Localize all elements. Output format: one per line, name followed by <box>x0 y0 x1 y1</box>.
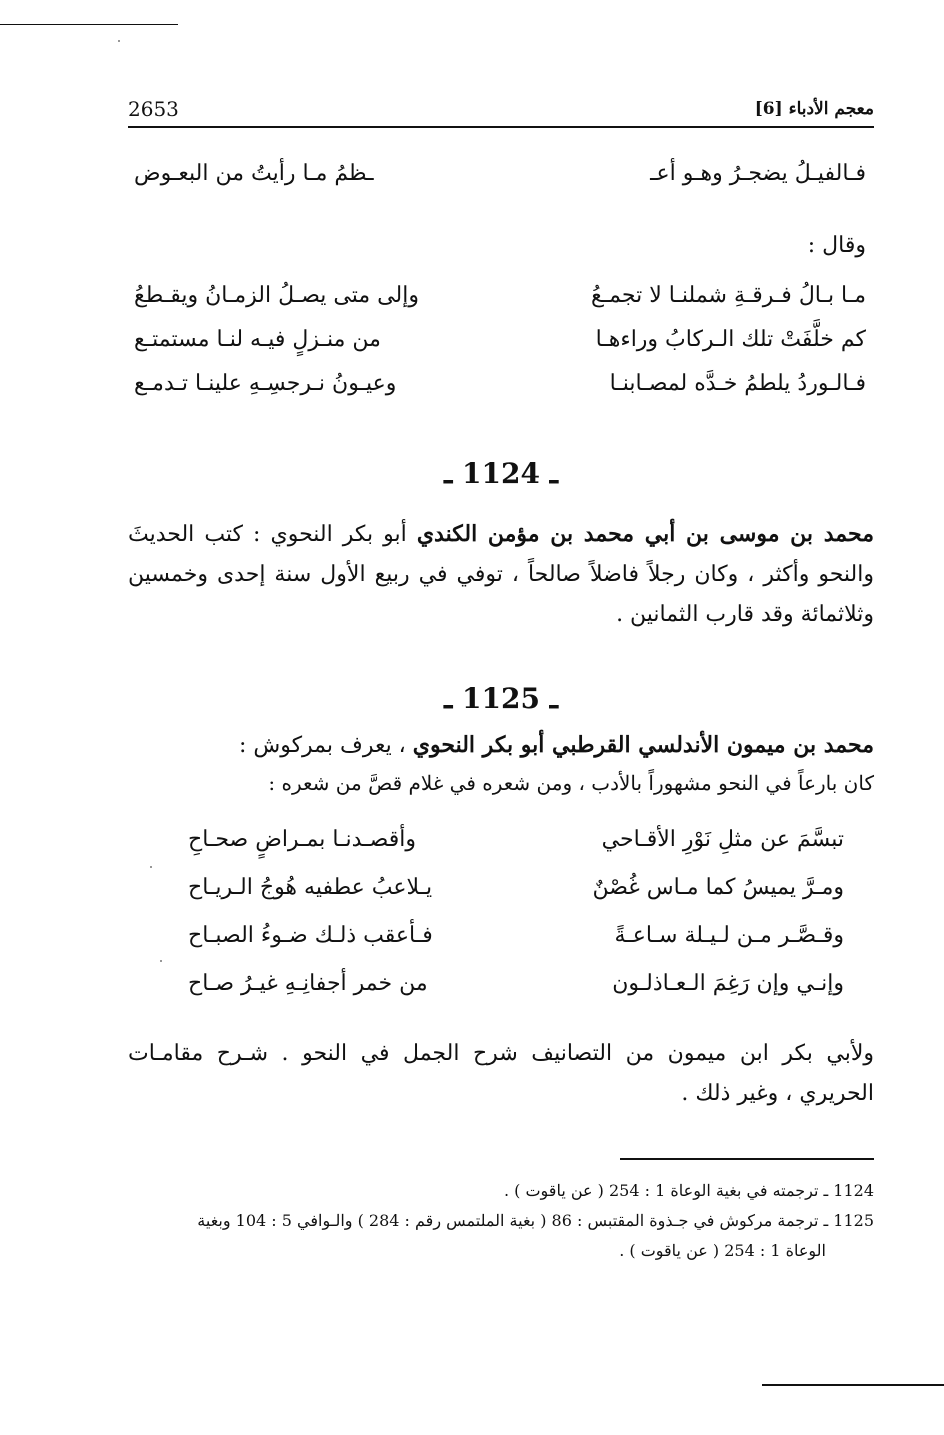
scan-bottom-rule <box>762 1384 944 1386</box>
poem-verse <box>128 916 874 964</box>
verse-second-hemistich: من خمر أجفانِـهِ غيـرُ صـاح <box>188 971 428 996</box>
entry-number: ـ 1125 ـ <box>444 682 558 715</box>
poem-verse <box>128 320 874 364</box>
verse-first-hemistich: وقـصَّـر مـن لـيـلة سـاعـةً <box>614 923 844 948</box>
verse-first-hemistich: مـا بـالُ فـرقـةِ شملنـا لا تجمـعُ <box>591 283 866 308</box>
poem-verse <box>128 154 874 198</box>
entry-1125-name-suffix: ، يعرف بمركوش : <box>238 733 413 758</box>
entry-1125-heading <box>128 725 874 766</box>
page-header <box>128 92 874 128</box>
verse-second-hemistich: يـلاعبُ عطفيه هُوجُ الـريـاح <box>188 875 433 900</box>
entry-number: ـ 1124 ـ <box>444 457 558 490</box>
verse-second-hemistich: من منـزلٍ فيـه لنـا مستمتـع <box>134 327 381 352</box>
footnotes <box>128 1176 874 1266</box>
verse-second-hemistich: وعيـونُ نـرجسِـهِ علينـا تـدمـع <box>134 371 397 396</box>
verse-first-hemistich: كم خلَّفَتْ تلك الـركابُ وراءهـا <box>595 327 866 352</box>
poem-verse <box>128 964 874 1012</box>
entry-1125-closing: ولأبي بكر ابن ميمون من التصانيف شرح الجمل في النحو . شـرح مقامـات الحريري ، وغير ذلك . <box>128 1041 874 1106</box>
poem-verse <box>128 276 874 320</box>
verse-first-hemistich: فـالـوردُ يلطمُ خـدَّه لمصـابنـا <box>609 371 866 396</box>
poem-verse <box>128 820 874 868</box>
footnote-1124: 1124 ـ ترجمته في بغية الوعاة 1 : 254 ( عن ياقوت ) . <box>503 1181 874 1200</box>
intro-qal: وقال : <box>807 233 866 258</box>
poem-verse <box>128 364 874 408</box>
entry-1124-body: أبو بكر النحوي : كتب الحديثَ والنحو وأكثر ، وكان رجلاً فاضلاً صالحاً ، توفي في ربيع الأول سنة إحدى وخمسين وثلاثمائة وقد قارب الثمانين . <box>128 522 874 627</box>
footnote-separator <box>620 1158 874 1160</box>
scan-speck <box>118 40 120 42</box>
verse-first-hemistich: تبسَّمَ عن مثلِ نَوْرِ الأقـاحي <box>601 827 844 852</box>
page-number: 2653 <box>128 97 179 121</box>
verse-second-hemistich: وأقصـدنـا بمـراضٍ صحـاحِ <box>188 827 416 852</box>
verse-second-hemistich: ـظمُ مـا رأيتُ من البعـوض <box>134 161 374 186</box>
verse-first-hemistich: ومـرَّ يميسُ كما مـاس غُصْنٌ <box>592 875 844 900</box>
verse-second-hemistich: وإلى متى يصـلُ الزمـانُ ويقـطعُ <box>134 283 419 308</box>
running-title: معجم الأدباء [6] <box>754 99 874 119</box>
footnote-1125: 1125 ـ ترجمة مركوش في جـذوة المقتبس : 86 ( بغية الملتمس رقم : 284 ) والـوافي 5 : 104 وبغية <box>197 1211 874 1230</box>
poem-verse <box>128 868 874 916</box>
entry-1124-name: محمد بن موسى بن أبي محمد بن مؤمن الكندي <box>416 521 874 547</box>
verse-second-hemistich: فـأعقب ذلـك ضـوءُ الصبـاح <box>188 923 433 948</box>
verse-first-hemistich: فـالفيـلُ يضجـرُ وهـو أعـ <box>650 161 866 186</box>
scan-top-rule <box>0 24 178 25</box>
entry-1125-name: محمد بن ميمون الأندلسي القرطبي أبو بكر النحوي <box>412 732 874 758</box>
footnote-1125-continued: الوعاة 1 : 254 ( عن ياقوت ) . <box>619 1241 826 1260</box>
entry-1125-intro: كان بارعاً في النحو مشهوراً بالأدب ، ومن شعره في غلام قصَّ من شعره : <box>268 771 874 795</box>
main-text <box>128 150 874 1114</box>
entry-1124-text <box>128 514 874 635</box>
verse-first-hemistich: وإنـي وإن رَغِمَ الـعـاذلـون <box>612 971 844 996</box>
